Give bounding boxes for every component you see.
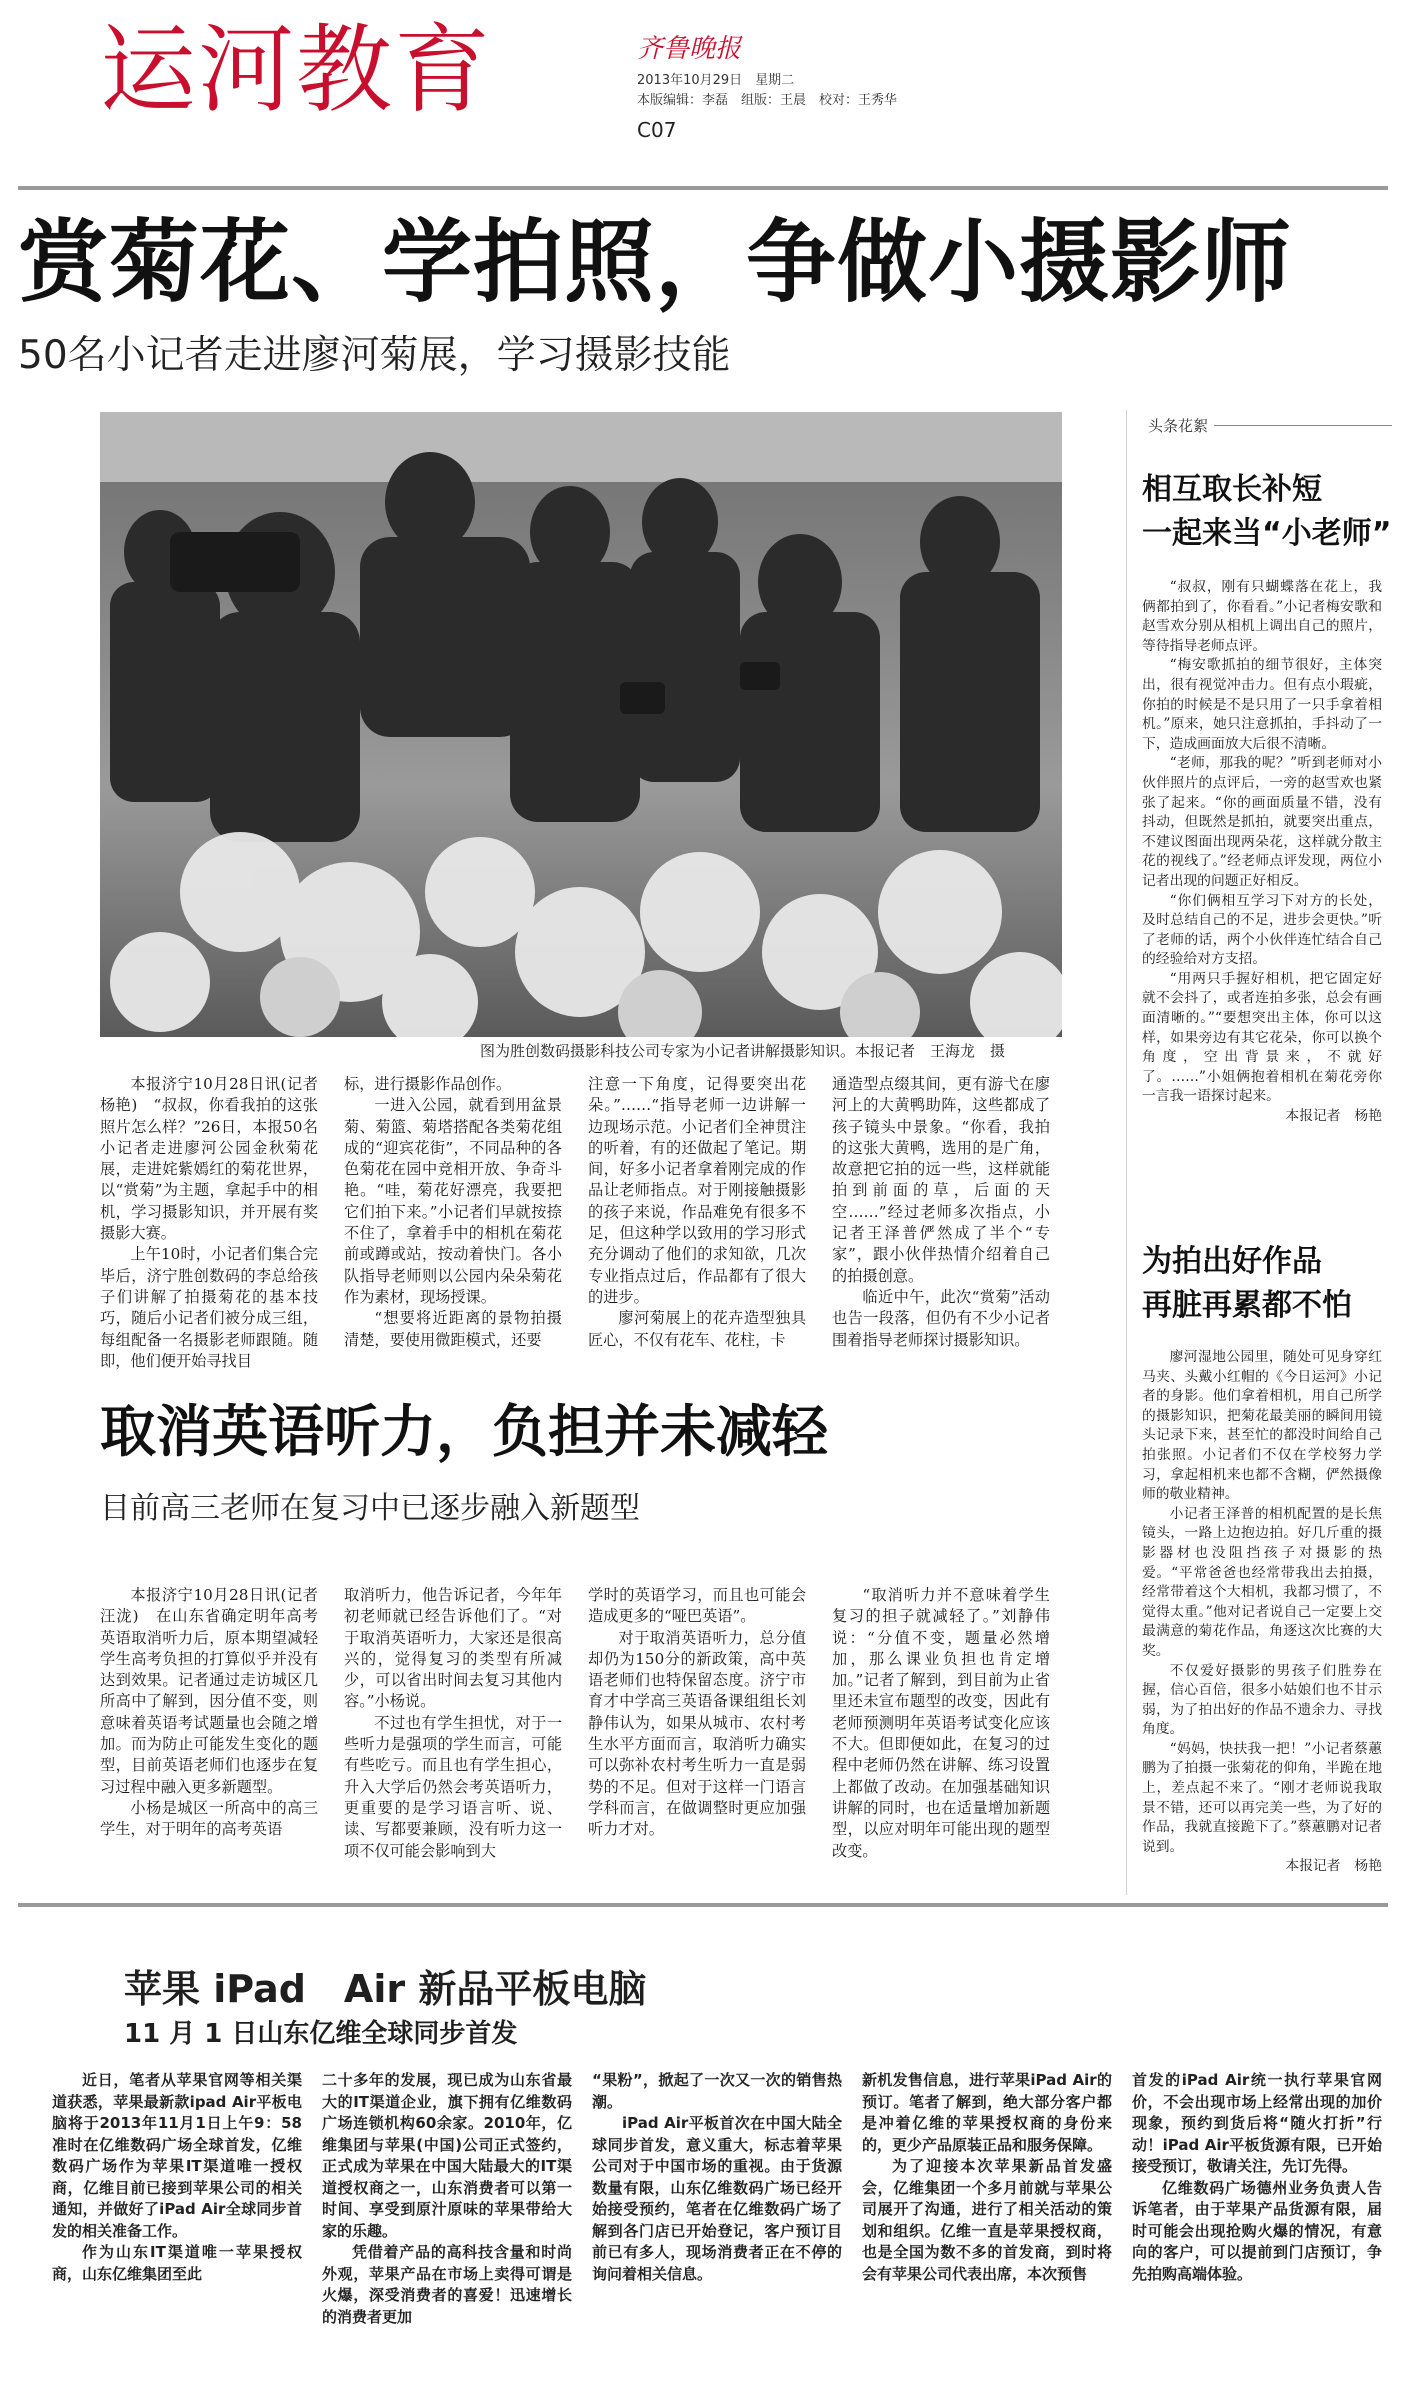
byline: 本报记者 杨艳	[1285, 1858, 1382, 1875]
paragraph: 一进入公园，就看到用盆景菊、菊篮、菊塔搭配各类菊花组成的“迎宾花街”，不同品种的各色菊花在园中竞相开放、争奇斗艳。“哇，菊花好漂亮，我要把它们拍下来。”小记者们早就按捺不住了，拿着手中的相机在菊花前或蹲或站，按动着快门。各小队指导老师则以公园内朵朵菊花作为素材，现场授课。	[344, 1096, 562, 1306]
sidebar-story-1	[1142, 578, 1382, 1127]
paragraph: “果粉”，掀起了一次又一次的销售热潮。	[592, 2071, 842, 2111]
ad-column-2	[322, 2070, 572, 2328]
lead-subheadline: 50名小记者走进廖河菊展，学习摄影技能	[18, 333, 731, 378]
paragraph: 学时的英语学习，而且也可能会造成更多的“哑巴英语”。	[588, 1586, 806, 1626]
ad-rule	[18, 1903, 1388, 1907]
sidebar-headline-2a: 为拍出好作品	[1142, 1244, 1322, 1279]
paragraph: 本报济宁10月28日讯(记者 汪泷) 在山东省确定明年高考英语取消听力后，原本期望减轻学生高考负担的打算似乎并没有达到效果。记者通过走访城区几所高中了解到，因分值不变，则意味着英语考试题量也会随之增加。而为防止可能发生变化的题型，目前英语老师们也逐步在复习过程中融入更多新题型。	[100, 1586, 334, 1796]
paragraph: 廖河湿地公园里，随处可见身穿红马夹、头戴小红帽的《今日运河》小记者的身影。他们拿着相机，用自己所学的摄影知识，把菊花最美丽的瞬间用镜头记录下来，甚至忙的都没时间给自己拍张照。小记者们不仅在学校努力学习，拿起相机来也都不含糊，俨然摄像师的敬业精神。	[1142, 1349, 1382, 1503]
paragraph: “老师，那我的呢？”听到老师对小伙伴照片的点评后，一旁的赵雪欢也紧张了起来。“你的画面质量不错，没有抖动，但既然是抓拍，就要突出重点，不建议图面出现两朵花，这样就分散主花的视线了。”经老师点评发现，两位小记者出现的问题正好相反。	[1142, 755, 1382, 889]
sidebar-headline-1a: 相互取长补短	[1142, 472, 1322, 507]
lead-column-2	[344, 1074, 562, 1351]
paragraph: 上午10时，小记者们集合完毕后，济宁胜创数码的李总给孩子们讲解了拍摄菊花的基本技巧，随后小记者们被分成三组，每组配备一名摄影老师跟随。随即，他们便开始寻找目	[100, 1245, 318, 1370]
paragraph: 不仅爱好摄影的男孩子们胜券在握，信心百倍，很多小姑娘们也不甘示弱，为了拍出好的作品不遗余力、寻找角度。	[1142, 1662, 1382, 1738]
paragraph: 新机发售信息，进行苹果iPad Air的预订。笔者了解到，绝大部分客户都是冲着亿维的苹果授权商的身份来的，更少产品原装正品和服务保障。	[862, 2071, 1112, 2154]
section-title: 运河教育	[100, 14, 492, 126]
ad-title: 苹果 iPad Air 新品平板电脑	[124, 1967, 647, 2011]
paragraph: “梅安歌抓拍的细节很好，主体突出，很有视觉冲击力。但有点小瑕疵，你拍的时候是不是只用了一只手拿着相机。”原来，她只注意抓拍，手抖动了一下，造成画面放大后很不清晰。	[1142, 657, 1382, 752]
photo-caption: 图为胜创数码摄影科技公司专家为小记者讲解摄影知识。本报记者 王海龙 摄	[480, 1042, 1006, 1060]
byline: 本报记者 杨艳	[1285, 1108, 1382, 1125]
paragraph: 凭借着产品的高科技含量和时尚外观，苹果产品在市场上卖得可谓是火爆，深受消费者的喜爱！迅速增长的消费者更加	[322, 2243, 572, 2326]
second-column-4	[832, 1585, 1050, 1862]
sidebar-headline-2b: 再脏再累都不怕	[1142, 1288, 1352, 1323]
lead-column-4	[832, 1074, 1050, 1351]
sidebar-tag: 头条花絮	[1142, 415, 1214, 436]
lead-column-3	[588, 1074, 806, 1351]
ad-column-3	[592, 2070, 842, 2285]
masthead-rule	[18, 186, 1388, 190]
paragraph: “想要将近距离的景物拍摄清楚，要使用微距模式，还要	[344, 1309, 562, 1349]
date-line: 2013年10月29日 星期二	[637, 73, 795, 88]
paragraph: 注意一下角度，记得要突出花朵。”……“指导老师一边讲解一边现场示范。小记者们全神贯注的听着，有的还做起了笔记。期间，好多小记者拿着刚完成的作品让老师指点。对于刚接触摄影的孩子来说，作品难免有很多不足，但这种学以致用的学习形式充分调动了他们的求知欲，几次专业指点过后，作品都有了很大的进步。	[588, 1075, 806, 1306]
second-column-3	[588, 1585, 806, 1841]
lead-column-1	[100, 1074, 334, 1372]
lead-photo	[100, 412, 1062, 1037]
second-headline: 取消英语听力，负担并未减轻	[100, 1400, 828, 1465]
paragraph: “你们俩相互学习下对方的长处，及时总结自己的不足，进步会更快。”听了老师的话，两个小伙伴连忙结合自己的经验给对方支招。	[1142, 892, 1382, 968]
paragraph: “叔叔，刚有只蝴蝶落在花上，我俩都拍到了，你看看。”小记者梅安歌和赵雪欢分别从相机上调出自己的照片，等待指导老师点评。	[1142, 579, 1382, 654]
paragraph: 通造型点缀其间，更有游弋在廖河上的大黄鸭助阵，这些都成了孩子镜头中景象。“你看，我拍的这张大黄鸭，选用的是广角，故意把它拍的远一些，这样就能拍到前面的草，后面的天空……”经过老师多次指点，小记者王泽普俨然成了半个“专家”，跟小伙伴热情介绍着自己的拍摄创意。	[832, 1075, 1050, 1285]
paragraph: 廖河菊展上的花卉造型独具匠心，不仅有花车、花柱，卡	[588, 1309, 806, 1349]
second-subheadline: 目前高三老师在复习中已逐步融入新题型	[100, 1491, 640, 1526]
paragraph: 不过也有学生担忧，对于一些听力是强项的学生而言，可能有些吃亏。而且也有学生担心，升入大学后仍然会考英语听力，更重要的是学习语言听、说、读、写都要兼顾，没有听力这一项不仅可能会影响到大	[344, 1713, 562, 1860]
paragraph: 临近中午，此次“赏菊”活动也告一段落，但仍有不少小记者围着指导老师探讨摄影知识。	[832, 1287, 1050, 1349]
sidebar-story-2	[1142, 1348, 1382, 1877]
sidebar-divider	[1126, 410, 1127, 1895]
paragraph: “妈妈，快扶我一把！”小记者蔡蕙鹏为了拍摄一张菊花的仰角，半跪在地上，差点起不来了。“刚才老师说我取景不错，还可以再完美一些，为了好的作品，我就直接跪下了。”蔡蕙鹏对记者说到。	[1142, 1740, 1382, 1855]
ad-column-1	[52, 2070, 302, 2285]
ad-column-4	[862, 2070, 1112, 2285]
second-column-1	[100, 1585, 334, 1841]
ad-subtitle: 11 月 1 日山东亿维全球同步首发	[124, 2019, 518, 2049]
paragraph: iPad Air平板首次在中国大陆全球同步首发，意义重大，标志着苹果公司对于中国市场的重视。由于货源数量有限，山东亿维数码广场已经开始接受预约，笔者在亿维数码广场了解到各门店已开始登记，客户预订目前已有多人，现场消费者正在不停的询问着相关信息。	[592, 2114, 842, 2283]
paragraph: “取消听力并不意味着学生复习的担子就减轻了。”刘静伟说：“分值不变，题量必然增加，那么课业负担也肯定增加。”记者了解到，到目前为止省里还未宣布题型的改变，因此有老师预测明年英语考试变化应该不大。但即便如此，在复习的过程中老师仍然在讲解、练习设置上都做了改动。在加强基础知识讲解的同时，也在适量增加新题型，以应对明年可能出现的题型改变。	[832, 1586, 1050, 1860]
paragraph: 小记者王泽普的相机配置的是长焦镜头，一路上边抱边拍。好几斤重的摄影器材也没阻挡孩子对摄影的热爱。“平常爸爸也经常带我出去拍摄，经常带着这个大相机，我都习惯了，不觉得太重。”他对记者说自己一定要上交最满意的菊花作品，角逐这次比赛的大奖。	[1142, 1505, 1382, 1659]
sidebar-headline-1b: 一起来当“小老师”	[1142, 516, 1392, 551]
second-column-2	[344, 1585, 562, 1862]
paragraph: 首发的iPad Air统一执行苹果官网价，不会出现市场上经常出现的加价现象，预约到货后将“随火打折”行动！iPad Air平板货源有限，已开始接受预订，敬请关注，先订先得。	[1132, 2071, 1382, 2175]
paragraph: 取消听力，他告诉记者，今年年初老师就已经告诉他们了。“对于取消英语听力，大家还是很高兴的，觉得复习的类型有所减少，可以省出时间去复习其他内容。”小杨说。	[344, 1586, 562, 1711]
paragraph: 亿维数码广场德州业务负责人告诉笔者，由于苹果产品货源有限，届时可能会出现抢购火爆的情况，有意向的客户，可以提前到门店预订，争先拍购高端体验。	[1132, 2178, 1382, 2283]
paragraph: 标，进行摄影作品创作。	[344, 1075, 512, 1093]
paragraph: 本报济宁10月28日讯(记者 杨艳) “叔叔，你看我拍的这张照片怎么样？”26日，本报50名小记者走进廖河公园金秋菊花展，走进姹紫嫣红的菊花世界，以“赏菊”为主题，拿起手中的相机，学习摄影知识，并开展有奖摄影大赛。	[100, 1075, 334, 1243]
paragraph: 近日，笔者从苹果官网等相关渠道获悉，苹果最新款ipad Air平板电脑将于2013年11月1日上午9：58准时在亿维数码广场全球首发，亿维数码广场作为苹果IT渠道唯一授权商，亿维目前已接到苹果公司的相关通知，并做好了iPad Air全球同步首发的相关准备工作。	[52, 2071, 302, 2240]
editors-line: 本版编辑：李磊 组版：王晨 校对：王秀华	[637, 93, 898, 108]
newspaper-logo: 齐鲁晚报	[637, 34, 742, 64]
paragraph: 小杨是城区一所高中的高三学生，对于明年的高考英语	[100, 1798, 318, 1839]
paragraph: 为了迎接本次苹果新品首发盛会，亿维集团一个多月前就与苹果公司展开了沟通，进行了相关活动的策划和组织。亿维一直是苹果授权商，也是全国为数不多的首发商，到时将会有苹果公司代表出席，本次预售	[862, 2157, 1112, 2283]
ad-column-5	[1132, 2070, 1382, 2285]
paragraph: “用两只手握好相机，把它固定好就不会抖了，或者连拍多张，总会有画面清晰的。”“要想突出主体，你可以这样，如果旁边有其它花朵，你可以换个角度，空出背景来，不就好了。……”小姐俩抱着相机在菊花旁你一言我一语探讨起来。	[1142, 970, 1382, 1105]
lead-headline: 赏菊花、学拍照，争做小摄影师	[18, 210, 1292, 315]
page-number: C07	[637, 118, 677, 142]
photo-illustration	[100, 412, 1062, 1037]
paragraph: 二十多年的发展，现已成为山东省最大的IT渠道企业，旗下拥有亿维数码广场连锁机构60余家。2010年，亿维集团与苹果(中国)公司正式签约，正式成为苹果在中国大陆最大的IT渠道授权商之一，山东消费者可以第一时间、享受到原汁原味的苹果带给大家的乐趣。	[322, 2071, 572, 2240]
paragraph: 作为山东IT渠道唯一苹果授权商，山东亿维集团至此	[52, 2243, 302, 2283]
paragraph: 对于取消英语听力，总分值却仍为150分的新政策，高中英语老师们也特保留态度。济宁市育才中学高三英语备课组组长刘静伟认为，如果从城市、农村考生水平方面而言，取消听力确实可以弥补农村考生听力一直是弱势的不足。但对于这样一门语言学科而言，在做调整时更应加强听力才对。	[588, 1628, 806, 1839]
